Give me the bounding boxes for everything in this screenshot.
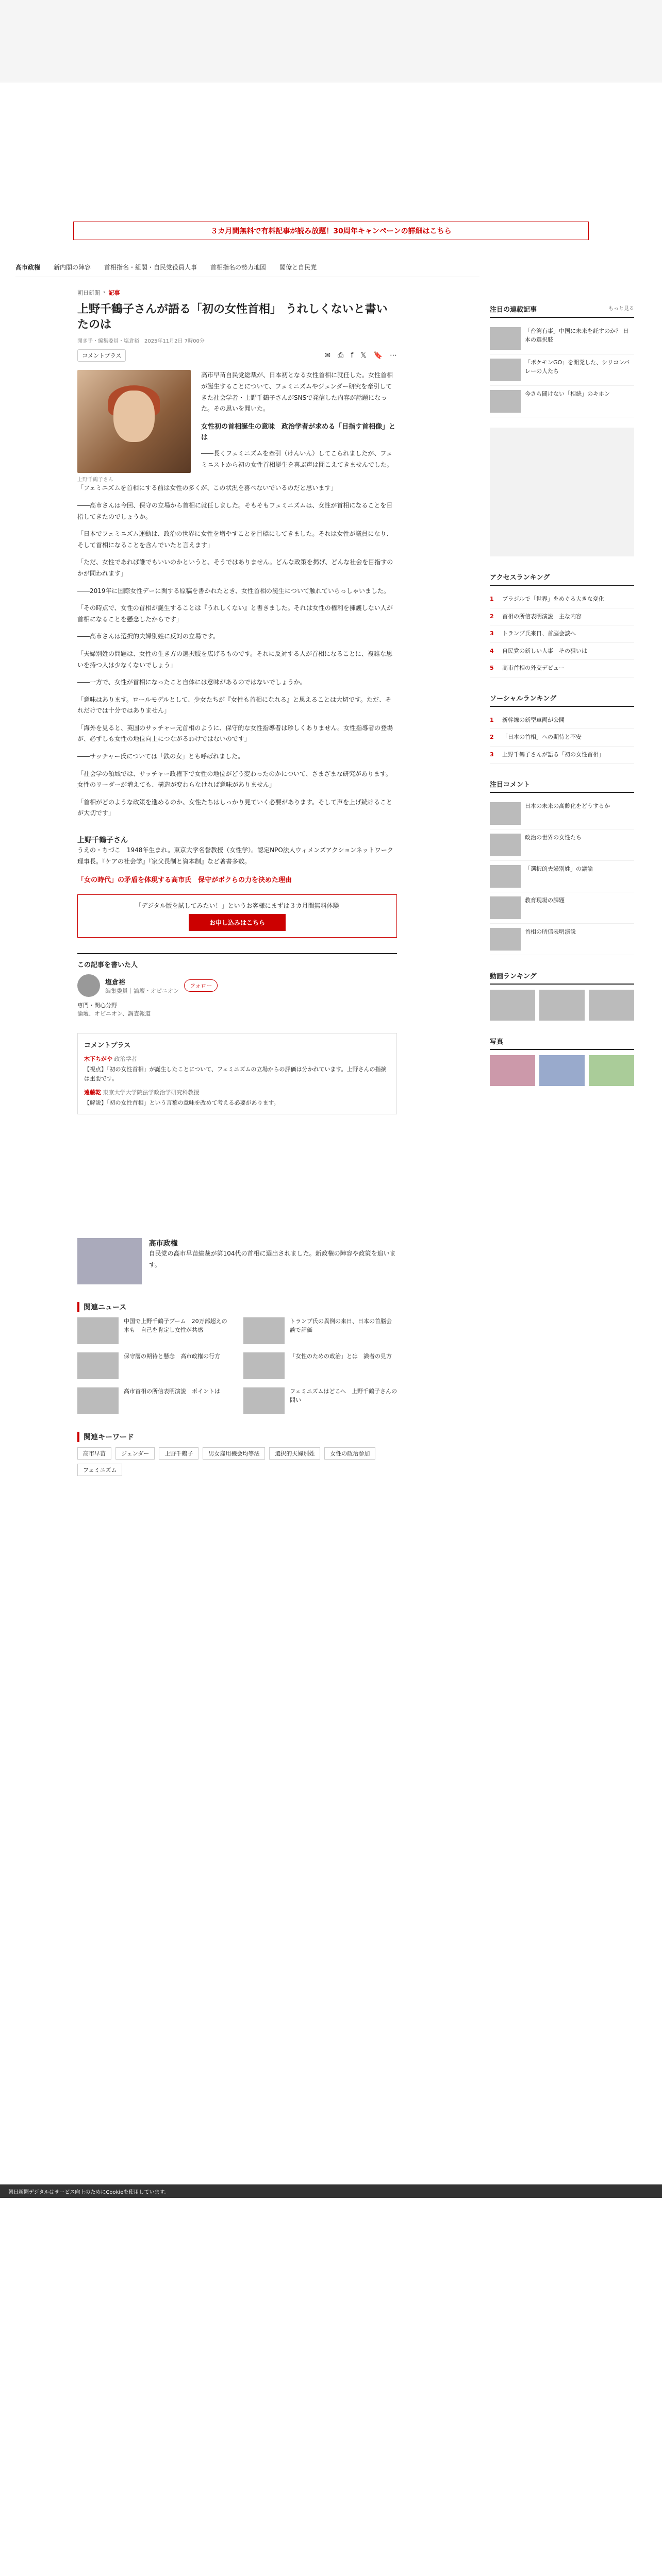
author-field-label: 専門・関心分野 [77, 1002, 117, 1009]
comment-ranking-item[interactable]: 「選択的夫婦別姓」の議論 [490, 861, 634, 892]
author-name[interactable]: 塩倉裕 [105, 978, 126, 987]
comment-ranking-heading: 注目コメント [490, 779, 634, 793]
campaign-banner[interactable]: ３カ月間無料で有料記事が読み放題！30周年キャンペーンの詳細はこちら [73, 222, 589, 240]
feature-box[interactable] [77, 1238, 397, 1284]
breadcrumb-item: 記事 [108, 290, 120, 296]
breadcrumb-item[interactable]: 朝日新聞 [77, 290, 100, 296]
topic-nav-item[interactable]: 新内閣の陣容 [54, 264, 91, 271]
author-role: 編集委員｜論壇・オピニオン [105, 987, 179, 994]
keyword-tag[interactable]: ジェンダー [115, 1447, 155, 1460]
mail-icon[interactable]: ✉ [324, 351, 331, 360]
keyword-tag[interactable]: 選択的夫婦別姓 [269, 1447, 320, 1460]
keywords-heading: 関連キーワード [77, 1432, 397, 1442]
keyword-tag[interactable]: 上野千鶴子 [159, 1447, 198, 1460]
author-field-value: 論壇、オピニオン、調査報道 [77, 1010, 151, 1018]
profile-name: 上野千鶴子さん [77, 836, 128, 845]
photo-caption: 上野千鶴子さん [77, 477, 113, 483]
author-heading: この記事を書いた人 [77, 961, 138, 970]
topic-nav-item[interactable]: 閣僚と自民党 [279, 264, 317, 271]
body-paragraph: 「首相がどのような政策を進めるのか、女性たちはしっかり見ていく必要があります。そして声を上げ続けることが大切です」 [77, 798, 393, 817]
news-item[interactable]: 中国で上野千鶴子ブーム 20万部超えの本も 自己を肯定し女性が共感 [77, 1317, 231, 1344]
video-thumb[interactable] [539, 990, 585, 1021]
related-subhead[interactable]: 女性初の首相誕生の意味 政治学者が求める「目指す首相像」とは [201, 422, 396, 442]
ranking-item[interactable]: 3 トランプ氏来日、首脳会談へ [490, 625, 634, 643]
photo-heading: 写真 [490, 1036, 634, 1050]
body-paragraph: ――高市さんは選択的夫婦別姓に反対の立場です。 [77, 633, 220, 640]
photo-thumb[interactable] [539, 1055, 585, 1086]
profile-text: うえの・ちづこ 1948年生まれ。東京大学名誉教授（女性学）。認定NPO法人ウィメンズアクションネットワーク理事長。『ケアの社会学』『家父長制と資本制』など著書多数。 [77, 846, 393, 865]
news-item[interactable]: フェミニズムはどこへ 上野千鶴子さんの問い [243, 1387, 397, 1414]
avatar[interactable] [77, 974, 100, 997]
breadcrumb: 朝日新聞 › 記事 [77, 289, 120, 296]
body-paragraph: 「フェミニズムを首相にする前は女性の多くが、この状況を喜べないでいるのだと思います」 [77, 484, 337, 492]
feature-text: 自民党の高市早苗総裁が第104代の首相に選出されました。新政権の陣容や政策を追います。 [148, 1250, 396, 1268]
portrait-photo [77, 370, 191, 473]
comment-item [84, 1055, 390, 1083]
body-paragraph: ――高市さんは今回、保守の立場から首相に就任しました。そもそもフェミニズムは、女性が首相になることを目指してきたのでしょうか。 [77, 501, 393, 520]
photo-thumb[interactable] [490, 1055, 535, 1086]
social-item[interactable]: 3 上野千鶴子さんが語る「初の女性首相」 [490, 747, 634, 764]
lead-text: 高市早苗自民党総裁が、日本初となる女性首相に就任した。女性首相が誕生することについて、フェミニズムやジェンダー研究を牽引してきた社会学者・上野千鶴子さんがSNSで発信した内容が話題になった。その思いを聞いた。 [201, 371, 393, 413]
comment-ranking-item[interactable]: 首相の所信表明演説 [490, 924, 634, 955]
pickup-item[interactable]: 今さら聞けない「相続」のキホン [490, 386, 634, 417]
commenter-role: 東京大学大学院法学政治学研究科教授 [103, 1089, 200, 1096]
more-link[interactable]: もっと見る [608, 306, 634, 312]
related-news-heading: 関連ニュース [77, 1302, 397, 1312]
related-news-grid [77, 1317, 397, 1414]
body-paragraph: ――2019年に国際女性デーに関する原稿を書かれたとき、女性首相の誕生について触れていらっしゃいました。 [77, 587, 390, 595]
comment-ranking-item[interactable]: 教育現場の課題 [490, 892, 634, 924]
article-body [77, 483, 397, 819]
commenter-role: 政治学者 [114, 1056, 137, 1063]
subscribe-cta [77, 894, 397, 938]
video-thumb[interactable] [490, 990, 535, 1021]
feature-thumb [77, 1238, 142, 1284]
keyword-tag[interactable]: 男女雇用機会均等法 [203, 1447, 265, 1460]
comments-section [77, 1033, 397, 1114]
photo-thumbs [490, 1055, 634, 1086]
topic-nav-item[interactable]: 首相指名・組閣・自民党役員人事 [104, 264, 197, 271]
commenter-name[interactable]: 遠藤乾 [84, 1089, 101, 1096]
bookmark-icon[interactable]: 🔖 [373, 351, 383, 360]
author-box [77, 953, 397, 1018]
keyword-tag[interactable]: 女性の政治参加 [324, 1447, 375, 1460]
subscribe-button[interactable]: お申し込みはこちら [189, 914, 286, 931]
body-paragraph: ――一方で、女性が首相になったこと自体には意味があるのではないでしょうか。 [77, 679, 306, 686]
cookie-notice[interactable]: 朝日新聞デジタルはサービス向上のためにCookieを使用しています。 [0, 2184, 662, 2198]
article-meta: 聞き手・編集委員・塩倉裕 2025年11月2日 7時00分 [77, 338, 205, 345]
topic-nav-title[interactable]: 高市政権 [15, 264, 41, 271]
body-paragraph: 「ただ、女性であれば誰でもいいのかというと、そうではありません。どんな政策を掲げ、どんな社会を目指すのかが問われます」 [77, 558, 393, 577]
comment-plus-button[interactable]: コメントプラス [77, 349, 126, 362]
sidebar [490, 289, 634, 1086]
ranking-item[interactable]: 5 高市首相の外交デビュー [490, 660, 634, 677]
follow-button[interactable]: フォロー [184, 979, 218, 992]
keyword-list [77, 1447, 397, 1476]
x-icon[interactable]: 𝕏 [360, 351, 367, 360]
social-item[interactable]: 1 新幹線の新型車両が公開 [490, 712, 634, 730]
ranking-heading: アクセスランキング [490, 572, 634, 586]
body-paragraph: ――サッチャー氏については「鉄の女」とも呼ばれました。 [77, 753, 244, 760]
body-paragraph: 「海外を見ると、英国のサッチャー元首相のように、保守的な女性指導者は珍しくありません。女性指導者の登場が、必ずしも女性の地位向上につながるわけではないのです」 [77, 724, 393, 743]
body-paragraph: 「意味はあります。ロールモデルとして、少女たちが『女性も首相になれる』と思えることは大切です。ただ、それだけでは十分ではありません」 [77, 696, 392, 715]
cta-text: 「デジタル版を試してみたい！」というお客様にまずは３カ月間無料体験 [135, 902, 339, 910]
comment-text: 【解説】「初の女性首相」という言葉の意味を改めて考える必要があります。 [84, 1099, 279, 1107]
top-ad-slot [0, 0, 662, 82]
news-item[interactable]: 「女性のための政治」とは 識者の見方 [243, 1352, 397, 1379]
topic-nav [15, 263, 479, 277]
body-paragraph: 「その時点で、女性の首相が誕生することは『うれしくない』と書きました。それは女性の権利を擁護しない人が首相になることを懸念したからです」 [77, 604, 393, 623]
article-lead [77, 370, 397, 483]
article-main [77, 289, 397, 1476]
print-icon[interactable]: ⎙ [338, 351, 344, 360]
video-thumb[interactable] [589, 990, 634, 1021]
keyword-tag[interactable]: フェミニズム [77, 1464, 122, 1476]
ranking-item[interactable]: 2 首相の所信表明演説 主な内容 [490, 608, 634, 626]
keyword-tag[interactable]: 高市早苗 [77, 1447, 111, 1460]
article-title: 上野千鶴子さんが語る「初の女性首相」 うれしくないと書いたのは [77, 303, 388, 331]
ranking-item[interactable]: 1 ブラジルで「世界」をめぐる大きな変化 [490, 591, 634, 608]
photo-thumb[interactable] [589, 1055, 634, 1086]
pickup-item[interactable]: 「ポケモンGO」を開発した、シリコンバレーの人たち [490, 354, 634, 386]
video-ranking-heading: 動画ランキング [490, 971, 634, 985]
article-tools [77, 349, 397, 362]
video-thumbs [490, 990, 634, 1021]
comment-ranking-item[interactable]: 日本の未来の高齢化をどうするか [490, 798, 634, 829]
question-text: ――長くフェミニズムを牽引（けんいん）してこられましたが、フェミニストから初の女性首相誕生を喜ぶ声は聞こえてきませんでした。 [201, 450, 393, 468]
related-article-link[interactable]: 「女の時代」の矛盾を体現する高市氏 保守がボクらの力を決めた理由 [77, 876, 292, 885]
ranking-item[interactable]: 4 自民党の新しい人事 その狙いは [490, 643, 634, 660]
feature-label: 高市政権 [148, 1240, 178, 1248]
sidebar-ad-slot [490, 428, 634, 556]
body-paragraph: 「日本でフェミニズム運動は、政治の世界に女性を増やすことを目標にしてきました。それは女性が議員になり、そして首相になることを含んでいたと言えます」 [77, 530, 393, 549]
body-paragraph: 「社会学の領域では、サッチャー政権下で女性の地位がどう変わったのかについて、さまざまな研究があります。女性のリーダーが増えても、構造が変わらなければ意味がありません」 [77, 770, 392, 789]
comment-ranking-item[interactable]: 政治の世界の女性たち [490, 829, 634, 861]
social-item[interactable]: 2 「日本の首相」への期待と不安 [490, 729, 634, 747]
comment-item [84, 1088, 390, 1108]
commenter-name[interactable]: 木下ちがや [84, 1056, 112, 1063]
more-icon[interactable]: ⋯ [390, 351, 397, 360]
news-item[interactable]: 保守層の期待と懸念 高市政権の行方 [77, 1352, 231, 1379]
body-paragraph: 「夫婦別姓の問題は、女性の生き方の選択肢を広げるものです。それに反対する人が首相になることに、複雑な思いを持つ人は少なくないでしょう」 [77, 650, 393, 669]
comment-text: 【視点】「初の女性首相」が誕生したことについて、フェミニズムの立場からの評価は分かれています。上野さんの指摘は重要です。 [84, 1066, 387, 1082]
facebook-icon[interactable]: f [351, 351, 354, 360]
pickup-heading: 注目の連載記事 もっと見る [490, 304, 634, 318]
social-ranking-heading: ソーシャルランキング [490, 693, 634, 707]
news-item[interactable]: トランプ氏の異例の来日、日本の首脳会談で評価 [243, 1317, 397, 1344]
topic-nav-item[interactable]: 首相指名の勢力地図 [210, 264, 267, 271]
news-item[interactable]: 高市首相の所信表明演説 ポイントは [77, 1387, 231, 1414]
pickup-item[interactable]: 「台湾有事」中国に未来を託すのか？ 日本の選択肢 [490, 323, 634, 354]
comments-heading: コメントプラス [84, 1042, 131, 1050]
